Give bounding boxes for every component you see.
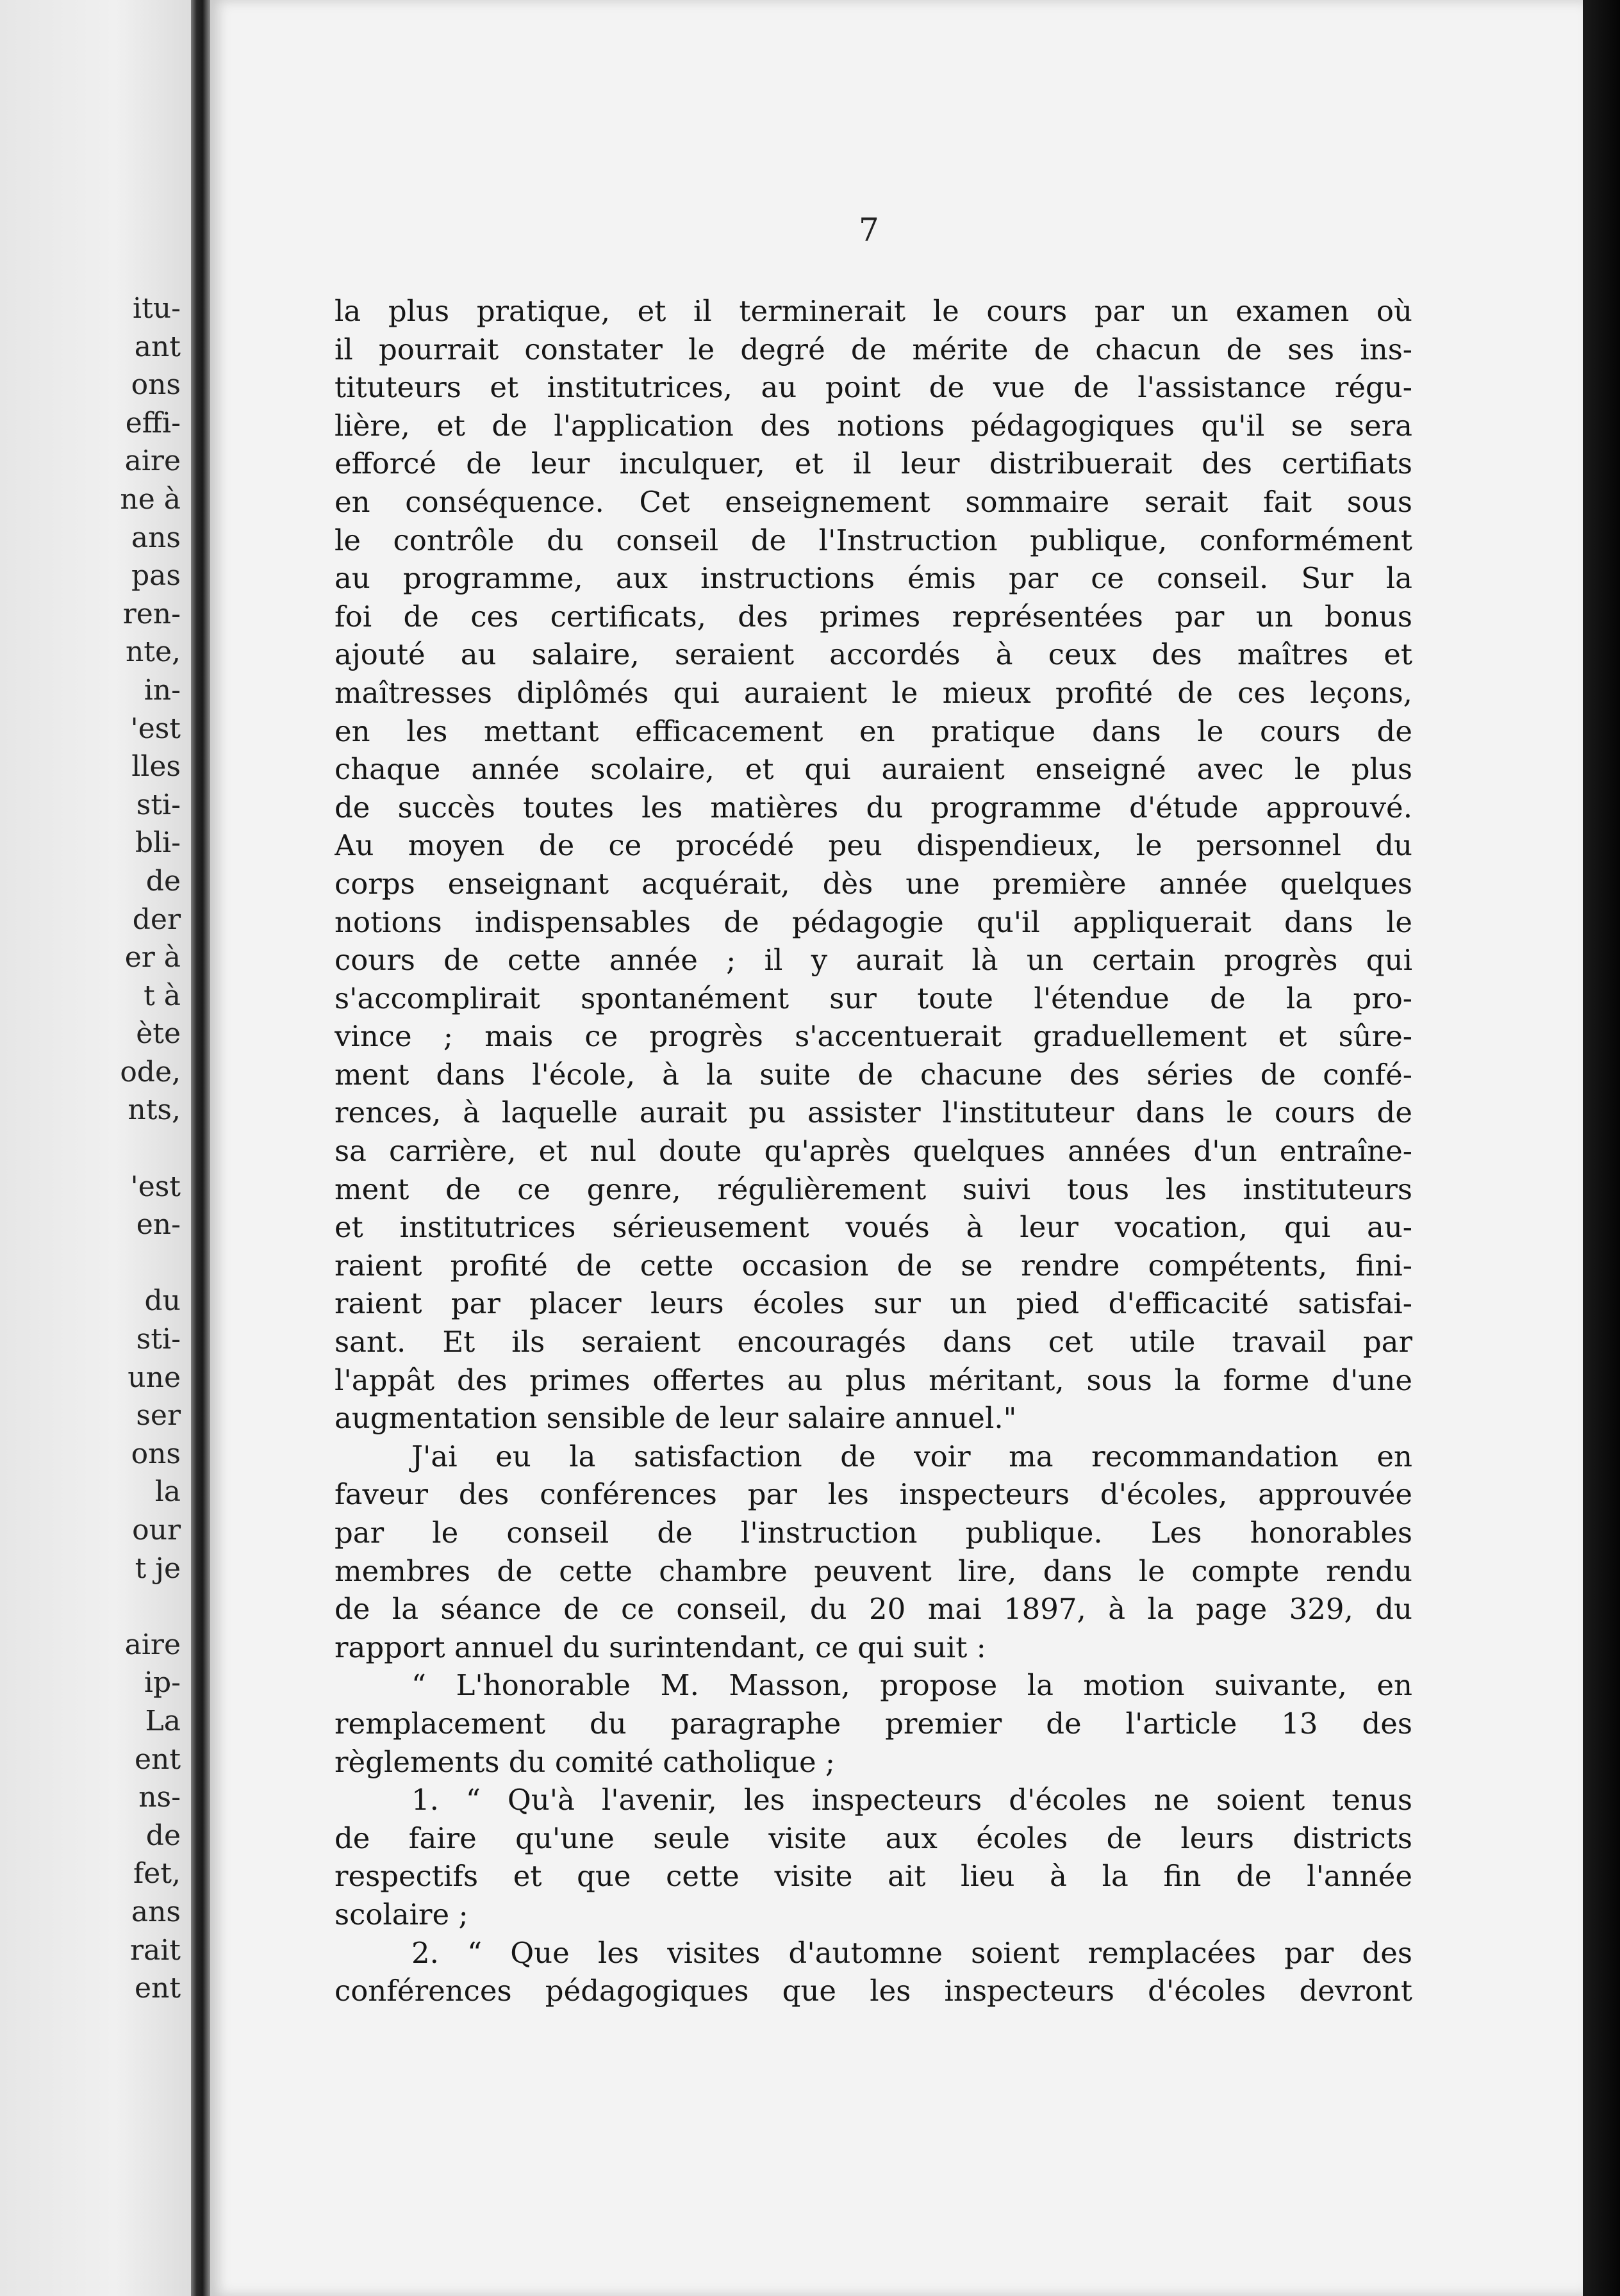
scan-border — [1583, 0, 1620, 2296]
text-line: notions indispensables de pédagogie qu'il appliquerait dans le — [335, 905, 1412, 939]
margin-fragment: t je — [135, 1552, 181, 1585]
text-line: ment dans l'école, à la suite de chacune des séries de confé- — [335, 1057, 1412, 1092]
text-line: règlements du comité catholique ; — [335, 1744, 836, 1779]
margin-fragment: effi- — [125, 406, 181, 439]
margin-fragment: La — [145, 1704, 181, 1737]
margin-fragment: t à — [144, 979, 181, 1012]
margin-fragment: in- — [144, 673, 181, 707]
margin-fragment: ne à — [120, 482, 181, 516]
margin-fragment: nte, — [125, 636, 181, 669]
margin-fragment: ète — [136, 1017, 181, 1051]
text-line: au programme, aux instructions émis par ce conseil. Sur la — [335, 561, 1412, 596]
margin-fragment: aire — [124, 1628, 181, 1661]
book-gutter — [191, 0, 210, 2296]
margin-fragment: aire — [124, 445, 181, 478]
margin-fragment: sti- — [136, 788, 181, 821]
text-line: scolaire ; — [335, 1897, 468, 1931]
previous-page-text — [120, 290, 181, 2008]
margin-fragment: de — [145, 864, 181, 898]
text-line: cours de cette année ; il y aurait là un certain progrès qui — [335, 943, 1412, 978]
text-line: lière, et de l'application des notions pédagogiques qu'il se sera — [335, 408, 1412, 443]
text-line: de succès toutes les matières du programme d'étude approuvé. — [335, 790, 1412, 824]
margin-fragment: du — [144, 1284, 181, 1318]
margin-fragment: ans — [131, 521, 181, 554]
text-line: membres de cette chambre peuvent lire, dans le compte rendu — [335, 1554, 1412, 1588]
text-line: le contrôle du conseil de l'Instruction publique, conformément — [335, 523, 1412, 557]
margin-fragment: 'est — [130, 712, 181, 745]
margin-fragment — [120, 1587, 181, 1626]
text-line: il pourrait constater le degré de mérite de chacun de ses ins- — [335, 332, 1412, 366]
text-line: et institutrices sérieusement voués à leur vocation, qui au- — [335, 1210, 1412, 1245]
text-line: ajouté au salaire, seraient accordés à ceux des maîtres et — [335, 637, 1412, 672]
text-line: faveur des conférences par les inspecteurs d'écoles, approuvée — [335, 1477, 1412, 1512]
text-line: Au moyen de ce procédé peu dispendieux, le personnel du — [335, 828, 1412, 863]
text-line: 1. “ Qu'à l'avenir, les inspecteurs d'écoles ne soient tenus — [411, 1783, 1412, 1817]
margin-fragment: ons — [131, 368, 181, 402]
margin-fragment: itu- — [133, 292, 181, 325]
margin-fragment: ode, — [120, 1055, 181, 1088]
previous-page-fragment — [0, 0, 192, 2296]
text-line: J'ai eu la satisfaction de voir ma recommandation en — [411, 1439, 1412, 1473]
text-line: rapport annuel du surintendant, ce qui suit : — [335, 1630, 986, 1664]
text-line: corps enseignant acquérait, dès une première année quelques — [335, 866, 1412, 901]
text-line: respectifs et que cette visite ait lieu à la fin de l'année — [335, 1859, 1412, 1894]
margin-fragment: ent — [134, 1972, 181, 2005]
text-line: remplacement du paragraphe premier de l'article 13 des — [335, 1706, 1412, 1741]
margin-fragment: ip- — [144, 1666, 181, 1700]
text-line: par le conseil de l'instruction publique. Les honorables — [335, 1516, 1412, 1550]
text-line: foi de ces certificats, des primes représentées par un bonus — [335, 599, 1412, 634]
margin-fragment: der — [132, 903, 181, 936]
margin-fragment: 'est — [130, 1170, 181, 1203]
margin-fragment: ant — [134, 330, 181, 363]
text-line: vince ; mais ce progrès s'accentuerait graduellement et sûre- — [335, 1019, 1412, 1054]
text-line: chaque année scolaire, et qui auraient enseigné avec le plus — [335, 752, 1412, 787]
text-line: conférences pédagogiques que les inspecteurs d'écoles devront — [335, 1974, 1412, 2008]
margin-fragment: de — [145, 1819, 181, 1852]
body-text — [335, 292, 1412, 2010]
margin-fragment: bli- — [135, 826, 181, 860]
margin-fragment: fet, — [133, 1857, 181, 1890]
margin-fragment: ser — [136, 1399, 181, 1432]
text-line: raient profité de cette occasion de se rendre compétents, fini- — [335, 1248, 1412, 1283]
text-line: efforcé de leur inculquer, et il leur distribuerait des certifiats — [335, 447, 1412, 481]
margin-fragment: ren- — [122, 597, 181, 630]
text-line: sa carrière, et nul doute qu'après quelques années d'un entraîne- — [335, 1134, 1412, 1168]
margin-fragment: lles — [131, 750, 181, 783]
text-line: augmentation sensible de leur salaire annuel." — [335, 1401, 1017, 1436]
margin-fragment: une — [128, 1361, 181, 1394]
margin-fragment: ns- — [138, 1781, 181, 1814]
text-line: en conséquence. Cet enseignement sommaire serait fait sous — [335, 484, 1412, 519]
margin-fragment: ons — [131, 1437, 181, 1470]
margin-fragment: nts, — [128, 1094, 181, 1127]
margin-fragment — [120, 1129, 181, 1168]
margin-fragment: en- — [136, 1208, 181, 1242]
text-line: sant. Et ils seraient encouragés dans cet utile travail par — [335, 1325, 1412, 1359]
text-line: en les mettant efficacement en pratique dans le cours de — [335, 714, 1412, 748]
margin-fragment: la — [154, 1475, 181, 1509]
margin-fragment: ent — [134, 1742, 181, 1776]
margin-fragment: our — [132, 1514, 181, 1546]
text-line: “ L'honorable M. Masson, propose la motion suivante, en — [411, 1668, 1412, 1703]
text-line: 2. “ Que les visites d'automne soient remplacées par des — [411, 1935, 1412, 1970]
text-line: ment de ce genre, régulièrement suivi tous les instituteurs — [335, 1172, 1412, 1206]
text-line: rences, à laquelle aurait pu assister l'instituteur dans le cours de — [335, 1095, 1412, 1130]
text-line: la plus pratique, et il terminerait le cours par un examen où — [335, 294, 1412, 328]
margin-fragment: sti- — [136, 1323, 181, 1356]
text-line: maîtresses diplômés qui auraient le mieux profité de ces leçons, — [335, 675, 1412, 710]
text-line: s'accomplirait spontanément sur toute l'étendue de la pro- — [335, 981, 1412, 1015]
text-line: tituteurs et institutrices, au point de vue de l'assistance régu- — [335, 370, 1412, 405]
margin-fragment — [120, 1244, 181, 1283]
text-line: raient par placer leurs écoles sur un pied d'efficacité satisfai- — [335, 1286, 1412, 1321]
text-line: de la séance de ce conseil, du 20 mai 1897, à la page 329, du — [335, 1592, 1412, 1627]
page-number: 7 — [859, 211, 879, 249]
text-line: de faire qu'une seule visite aux écoles de leurs districts — [335, 1821, 1412, 1855]
margin-fragment: er à — [124, 941, 181, 974]
margin-fragment: pas — [131, 559, 181, 593]
margin-fragment: rait — [129, 1933, 181, 1967]
margin-fragment: ans — [131, 1895, 181, 1928]
text-line: l'appât des primes offertes au plus méritant, sous la forme d'une — [335, 1363, 1412, 1397]
